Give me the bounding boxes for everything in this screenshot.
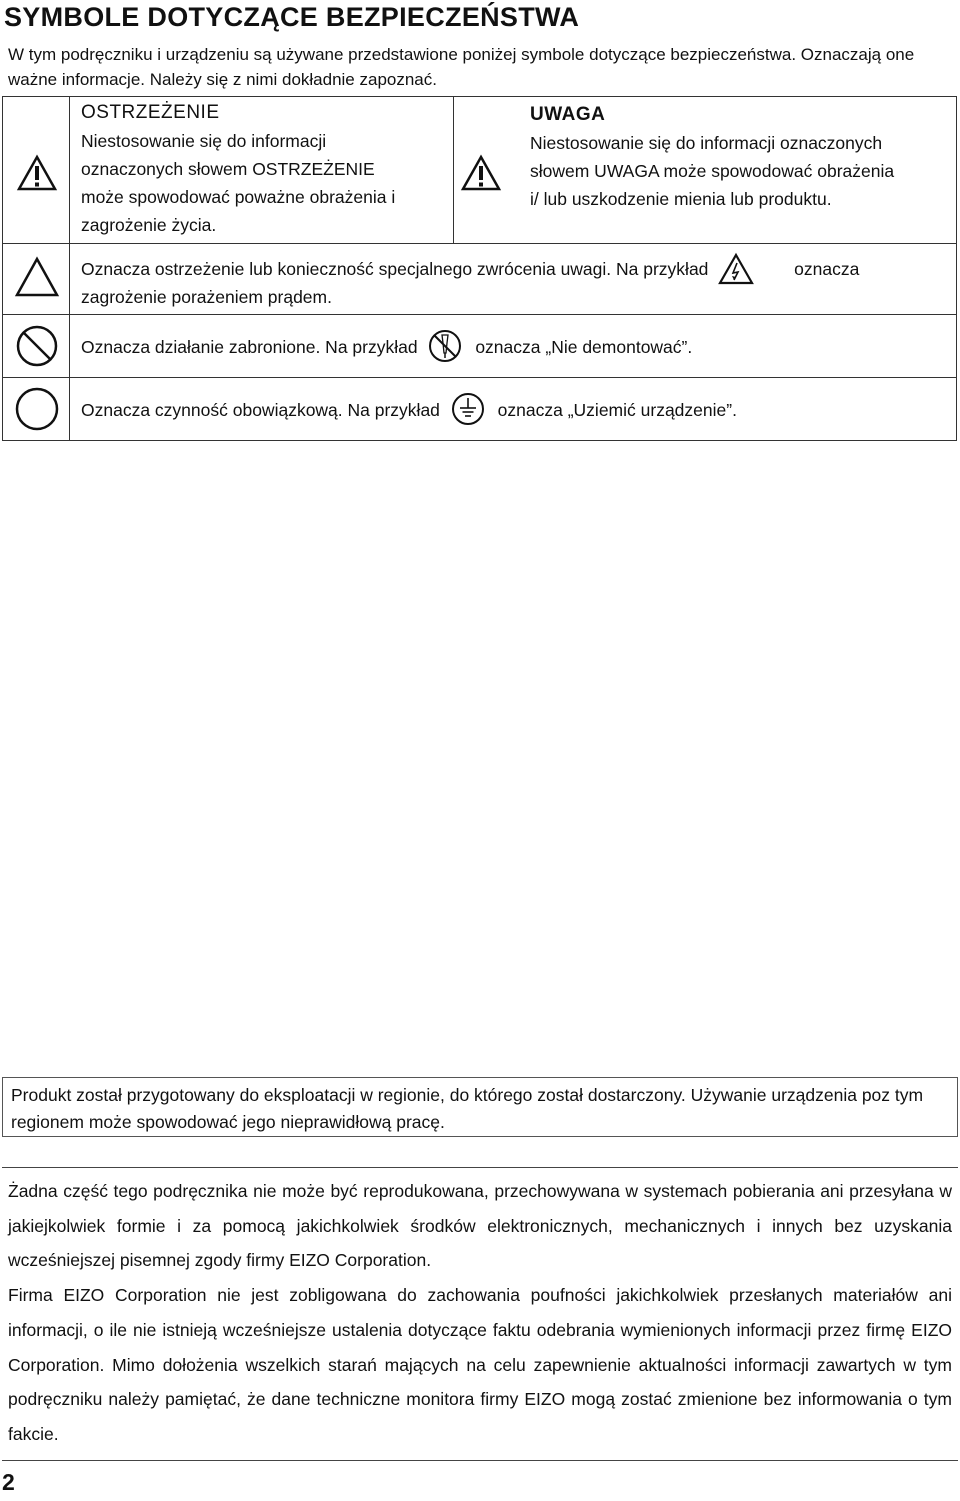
mandatory-circle-icon: [15, 387, 59, 431]
page-title: SYMBOLE DOTYCZĄCE BEZPIECZEŃSTWA: [4, 2, 580, 32]
warning-line: może spowodować poważne obrażenia i: [81, 187, 396, 207]
triangle-icon: [15, 257, 59, 297]
caution-line: Niestosowanie się do informacji oznaczonych: [530, 133, 883, 153]
warning-triangle-icon: [461, 155, 501, 191]
warning-line: zagrożenie życia.: [81, 215, 217, 235]
intro-paragraph: W tym podręczniku i urządzeniu są używane przedstawione poniżej symbole dotyczące bezpieczeństwa. Oznaczają one ważne informacje. Należy się z nimi dokładnie zapoznać.: [8, 45, 915, 89]
caution-line: słowem UWAGA może spowodować obrażenia: [530, 161, 895, 181]
warning-triangle-icon: [17, 155, 57, 191]
symbol-row-caution-desc: [81, 255, 951, 311]
caution-block: [530, 101, 955, 213]
page-number: 2: [2, 1469, 15, 1495]
symbol-desc-text: zagrożenie porażeniem prądem.: [81, 287, 332, 307]
safety-symbols-table: [2, 96, 957, 441]
divider: [2, 1167, 958, 1168]
copyright-paragraph: Żadna część tego podręcznika nie może być reprodukowana, przechowywana w systemach pobierania ani przesyłana w jakiejkolwiek formie i za pomocą jakichkolwiek środków elektronicznych, mechanicznych i innych bez uzyskania wcześniejszej pisemnej zgody firmy EIZO Corporation.: [8, 1181, 952, 1271]
prohibition-icon: [16, 325, 58, 367]
symbol-row-prohibited-desc: [81, 333, 951, 361]
symbol-row-mandatory-desc: [81, 396, 951, 424]
warning-block: [81, 99, 451, 239]
warning-heading: OSTRZEŻENIE: [81, 102, 220, 123]
region-notice-box: [2, 1077, 958, 1137]
no-disassembly-icon: [428, 329, 462, 363]
region-notice-text: Produkt został przygotowany do eksploatacji w regionie, do którego został dostarczony. Używanie urządzenia poz tym regionem może spowodować jego nieprawidłową pracę.: [11, 1085, 924, 1132]
copyright-section: [8, 1174, 952, 1452]
warning-line: oznaczonych słowem OSTRZEŻENIE: [81, 159, 375, 179]
ground-icon: [451, 392, 485, 426]
electric-shock-icon: [718, 253, 754, 285]
symbol-desc-text: oznacza „Nie demontować”.: [475, 337, 693, 357]
divider: [2, 1460, 958, 1461]
symbol-desc-text: Oznacza ostrzeżenie lub konieczność specjalnego zwrócenia uwagi. Na przykład: [81, 259, 709, 279]
symbol-desc-text: Oznacza czynność obowiązkową. Na przykład: [81, 400, 440, 420]
symbol-desc-text: Oznacza działanie zabronione. Na przykład: [81, 337, 418, 357]
symbol-desc-text: oznacza: [794, 259, 860, 279]
caution-heading: UWAGA: [530, 104, 606, 125]
warning-line: Niestosowanie się do informacji: [81, 131, 327, 151]
symbol-desc-text: oznacza „Uziemić urządzenie”.: [497, 400, 737, 420]
caution-line: i/ lub uszkodzenie mienia lub produktu.: [530, 189, 832, 209]
copyright-paragraph: Firma EIZO Corporation nie jest zobligowana do zachowania poufności jakichkolwiek przesłanych materiałów ani informacji, o ile nie istnieją wcześniejsze ustalenia dotyczące faktu odebrania wymienionych informacji przez firmę EIZO Corporation. Mimo dołożenia wszelkich starań mających na celu zapewnienie aktualności informacji zawartych w tym podręczniku należy pamiętać, że dane techniczne monitora firmy EIZO mogą zostać zmienione bez informowania o tym fakcie.: [8, 1285, 952, 1444]
